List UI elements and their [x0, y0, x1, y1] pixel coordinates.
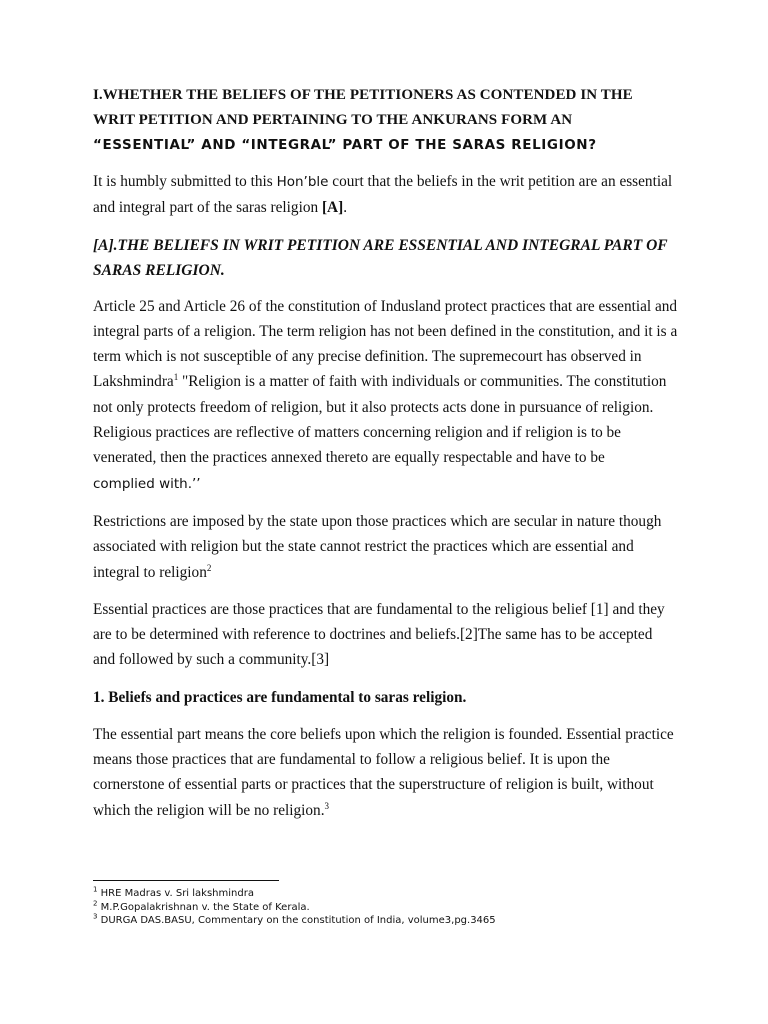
footnotes — [93, 880, 678, 928]
footnote-3 — [93, 914, 678, 928]
footnote-2-text: M.P.Gopalakrishnan v. the State of Kerala. — [97, 901, 310, 913]
paragraph-essential-practices — [93, 597, 678, 673]
sub-heading-line-2: SARAS RELIGION. — [93, 261, 225, 279]
point-heading-1: 1. Beliefs and practices are fundamental to saras religion. — [93, 688, 467, 706]
intro-paragraph — [93, 169, 678, 221]
paragraph-article-25 — [93, 294, 678, 497]
paragraph-essential-part — [93, 722, 678, 823]
intro-honble: Hon’ble — [276, 174, 329, 190]
issue-heading-line-3: “ESSENTIAL” AND “INTEGRAL” PART OF THE SARAS RELIGION? — [93, 137, 597, 153]
footnote-1 — [93, 887, 678, 901]
para1-text-a: Article 25 and Article 26 of the constitution of Indusland protect practices that are essential and integral parts of a religion. The term religion has not been defined in the constitution, and it is a term which is not susceptible of any precise definition. The supremecourt has observed in Lakshmindra — [93, 297, 678, 391]
issue-heading-line-2: WRIT PETITION AND PERTAINING TO THE ANKURANS FORM AN — [93, 112, 573, 128]
footnote-ref-3: 3 — [324, 800, 330, 811]
sub-heading-line-1: [A].THE BELIEFS IN WRIT PETITION ARE ESSENTIAL AND INTEGRAL PART OF — [93, 236, 668, 254]
intro-end: . — [343, 199, 348, 217]
footnote-divider — [93, 880, 279, 881]
footnote-ref-2: 2 — [206, 562, 212, 573]
para4-text: The essential part means the core beliefs upon which the religion is founded. Essential practice means those practices that are fundamental to follow a religious belief. It is upon the cornerstone of essential parts or practices that the superstructure of religion is built, without which the religion will be no religion. — [93, 725, 674, 819]
footnote-3-text: DURGA DAS.BASU, Commentary on the constitution of India, volume3,pg.3465 — [97, 915, 496, 926]
para3-text: Essential practices are those practices that are fundamental to the religious belief [1] and they are to be determined with reference to doctrines and beliefs.[2]The same has to be accepted and followed by such a community.[3] — [93, 600, 665, 669]
para2-text: Restrictions are imposed by the state upon those practices which are secular in nature though associated with religion but the state cannot restrict the practices which are essential and integral to religion — [93, 512, 662, 581]
issue-heading-line-1: I.WHETHER THE BELIEFS OF THE PETITIONERS AS CONTENDED IN THE — [93, 87, 633, 103]
para1-tail: complied with.’’ — [93, 475, 201, 492]
paragraph-restrictions — [93, 509, 678, 585]
footnote-1-text: HRE Madras v. Sri lakshmindra — [97, 888, 254, 899]
intro-text-1: It is humbly submitted to this — [93, 173, 277, 190]
para1-text-b: "Religion is a matter of faith with individuals or communities. The constitution not only protects freedom of religion, but it also protects acts done in pursuance of religion. Religious practices are reflective of matters concerning religion and if religion is to be venerated, then the practices annexed thereto are equally respectable and have to be — [93, 373, 667, 467]
intro-text-2: court that the beliefs in the writ petition are an essential and integral part of the saras religion — [93, 173, 673, 217]
footnote-1-number: 1 — [93, 885, 98, 894]
issue-heading — [93, 83, 678, 158]
document-page — [93, 83, 678, 835]
footnote-ref-1: 1 — [173, 372, 179, 383]
sub-heading — [93, 233, 678, 283]
footnote-2-number: 2 — [93, 899, 98, 908]
intro-reference: [A] — [321, 199, 344, 217]
footnote-3-number: 3 — [93, 912, 98, 921]
footnote-2 — [93, 901, 678, 915]
